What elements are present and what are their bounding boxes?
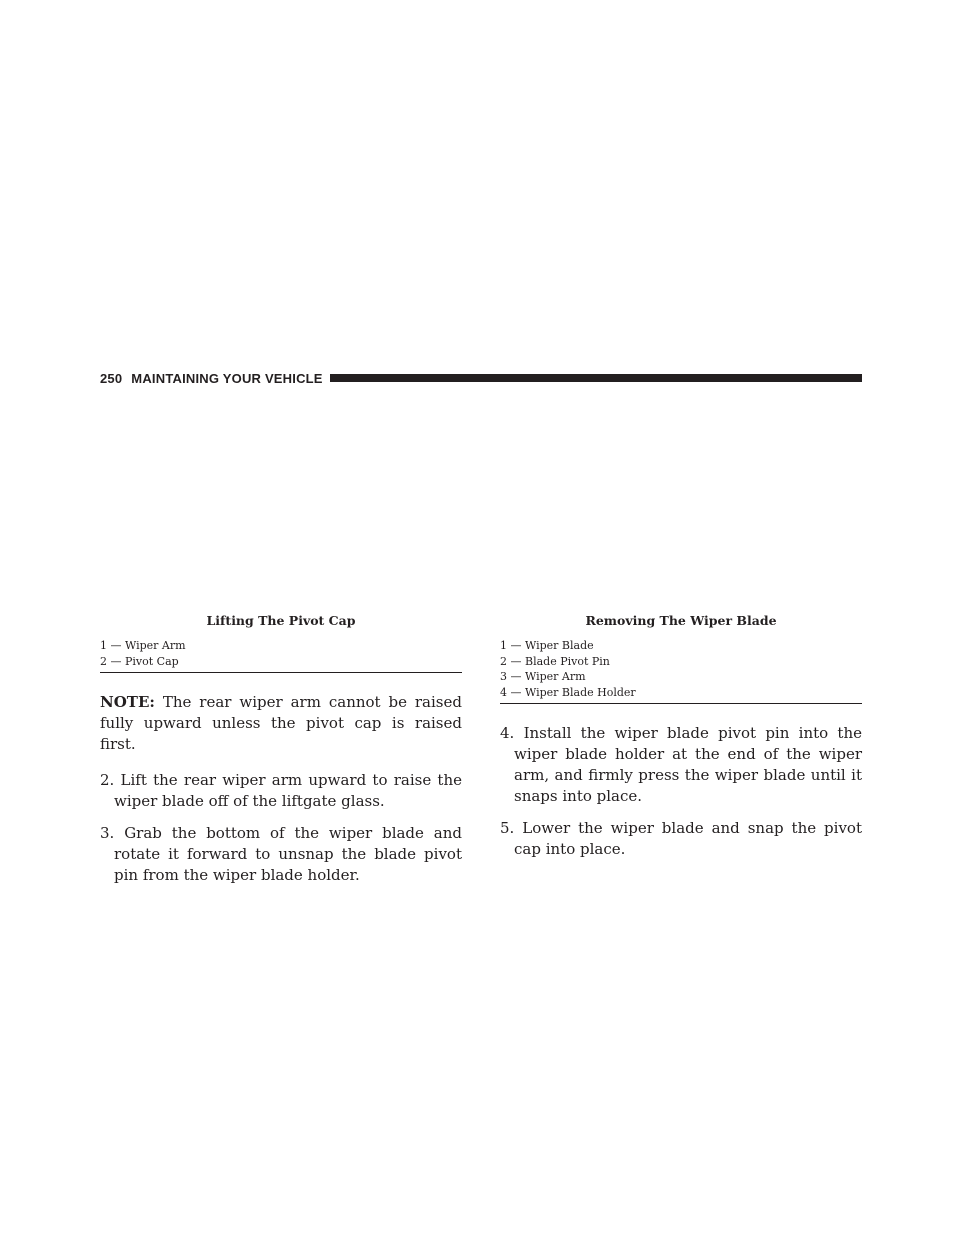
section-title: MAINTAINING YOUR VEHICLE	[131, 370, 323, 386]
note-text: The rear wiper arm cannot be raised fully upward unless the pivot cap is raised first.	[100, 693, 462, 753]
legend-item: 1 — Wiper Arm	[100, 639, 186, 652]
figure-legend-left	[100, 638, 462, 673]
figure-legend-right	[500, 638, 862, 704]
step-item: 3. Grab the bottom of the wiper blade and rotate it forward to unsnap the blade pivot pin from the wiper blade holder.	[100, 824, 462, 884]
legend-item: 1 — Wiper Blade	[500, 639, 594, 652]
left-column	[100, 612, 462, 897]
legend-item: 2 — Pivot Cap	[100, 654, 179, 668]
page-number: 250	[100, 370, 123, 386]
page-header	[100, 368, 862, 388]
steps-list-left	[100, 770, 462, 886]
figure-title-lifting-pivot-cap: Lifting The Pivot Cap	[206, 613, 356, 628]
step-item: 2. Lift the rear wiper arm upward to raise the wiper blade off of the liftgate glass.	[100, 771, 462, 810]
legend-item: 2 — Blade Pivot Pin	[500, 654, 610, 668]
legend-item: 3 — Wiper Arm	[500, 670, 586, 683]
step-item: 5. Lower the wiper blade and snap the pivot cap into place.	[500, 819, 862, 858]
note-label: NOTE:	[100, 693, 155, 711]
steps-list-right	[500, 723, 862, 860]
note-paragraph	[100, 692, 462, 755]
right-column	[500, 612, 862, 871]
legend-item: 4 — Wiper Blade Holder	[500, 685, 636, 699]
figure-title-removing-wiper-blade: Removing The Wiper Blade	[585, 613, 777, 628]
step-item: 4. Install the wiper blade pivot pin into the wiper blade holder at the end of the wiper arm, and firmly press the wiper blade until it snaps into place.	[500, 724, 862, 805]
header-rule	[330, 374, 862, 382]
